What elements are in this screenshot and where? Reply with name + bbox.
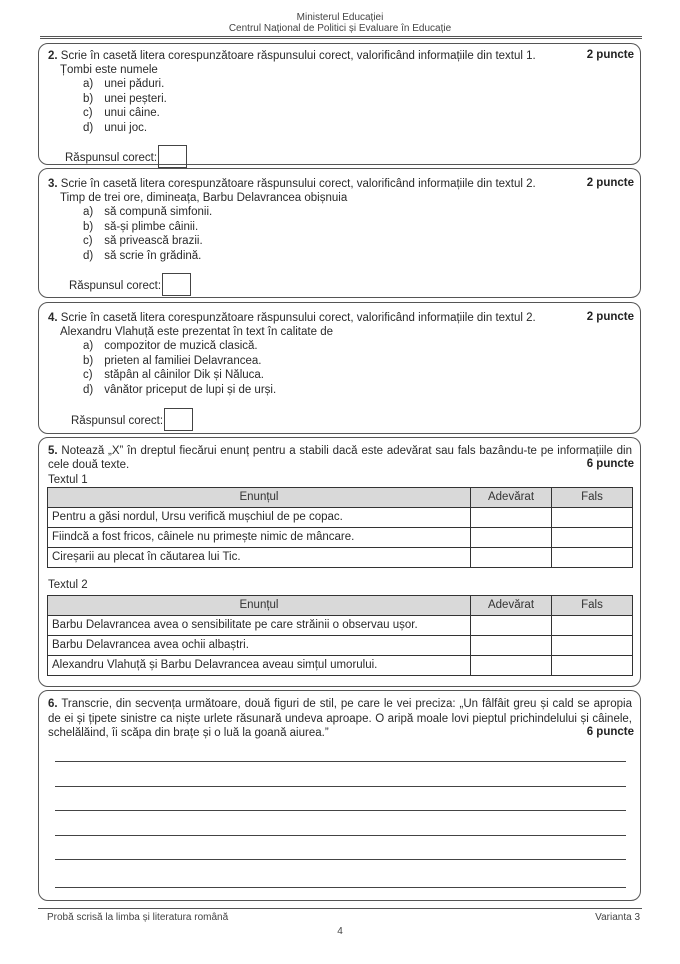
text1-table [47, 487, 633, 568]
option-c: c) stăpân al câinilor Dik și Năluca. [83, 369, 264, 381]
answer-row [65, 145, 187, 168]
column-header-true: Adevărat [471, 488, 552, 508]
option-d: d) să scrie în grădină. [83, 249, 202, 262]
points-label: 6 puncte [586, 458, 634, 470]
points-label: 2 puncte [586, 49, 634, 61]
question-number: 3. [48, 178, 58, 190]
footer-variant: Varianta 3 [595, 912, 640, 923]
footer-exam-title: Probă scrisă la limba și literatura română [47, 912, 229, 923]
false-cell[interactable] [552, 508, 633, 528]
table-row [48, 616, 633, 636]
question-instruction: Scrie în casetă litera corespunzătoare răspunsului corect, valorificând informațiile din textul 2. [60, 312, 536, 324]
table-row [48, 528, 633, 548]
answer-box[interactable] [162, 273, 191, 296]
answer-label: Răspunsul corect: [69, 280, 162, 292]
question-number: 4. [48, 312, 58, 324]
answer-box[interactable] [164, 408, 193, 431]
question-3-header [48, 177, 632, 191]
true-cell[interactable] [471, 636, 552, 656]
answer-label: Răspunsul corect: [65, 152, 158, 164]
footer-divider [38, 908, 642, 909]
answer-line[interactable] [55, 810, 626, 811]
statement-cell: Fiindcă a fost fricos, câinele nu primește nimic de mâncare. [48, 528, 471, 548]
statement-cell: Alexandru Vlahuță și Barbu Delavrancea aveau simțul umorului. [48, 656, 471, 676]
question-2-header [48, 49, 632, 63]
option-b: b) să-și plimbe câinii. [83, 220, 199, 233]
question-instruction: Transcrie, din secvența următoare, două figuri de stil, pe care le vei preciza: „Un fâlfâit greu și cald se apropia de ei și țipete sinistre ca niște urlete răsunară undeva aproape. O aripă moale lovi pieptul prichindelului și câinele, schelălăind, îi scăpa din brațe și o luă la goană aiurea.” [48, 698, 632, 739]
answer-box[interactable] [158, 145, 187, 168]
column-header-statement: Enunțul [48, 596, 471, 616]
question-stem: Timp de trei ore, dimineața, Barbu Delavrancea obișnuia [60, 192, 348, 204]
center-name: Centrul Național de Politici și Evaluare în Educație [228, 23, 452, 34]
column-header-true: Adevărat [471, 596, 552, 616]
true-cell[interactable] [471, 528, 552, 548]
question-instruction: Notează „X” în dreptul fiecărui enunț pentru a stabili dacă este adevărat sau fals bazându-te pe informațiile din cele două texte. [48, 445, 633, 471]
question-5-header [48, 444, 632, 472]
false-cell[interactable] [552, 616, 633, 636]
table-row [48, 508, 633, 528]
statement-cell: Cireșarii au plecat în căutarea lui Tic. [48, 548, 471, 568]
question-stem: Țombi este numele [60, 64, 158, 76]
false-cell[interactable] [552, 636, 633, 656]
answer-line[interactable] [55, 761, 626, 762]
table-row [48, 548, 633, 568]
options-list [83, 77, 167, 135]
false-cell[interactable] [552, 656, 633, 676]
table-header-row [48, 488, 633, 508]
ministry-name: Ministerul Educației [296, 12, 384, 23]
answer-line[interactable] [55, 887, 626, 888]
option-a: a) unei păduri. [83, 78, 165, 90]
answer-line[interactable] [55, 859, 626, 860]
true-cell[interactable] [471, 656, 552, 676]
question-number: 5. [48, 445, 58, 457]
points-label: 2 puncte [586, 311, 634, 323]
answer-line[interactable] [55, 786, 626, 787]
option-d: d) vânător priceput de lupi și de urși. [83, 383, 277, 396]
false-cell[interactable] [552, 528, 633, 548]
option-b: b) unei peșteri. [83, 92, 167, 105]
page-header [0, 12, 680, 34]
options-list [83, 339, 276, 397]
question-2-box [38, 43, 641, 165]
page-number: 4 [337, 926, 343, 937]
points-label: 6 puncte [581, 726, 634, 738]
answer-row [71, 408, 193, 431]
table-row [48, 636, 633, 656]
answer-label: Răspunsul corect: [71, 415, 164, 427]
statement-cell: Barbu Delavrancea avea ochii albaștri. [48, 636, 471, 656]
true-cell[interactable] [471, 548, 552, 568]
table-header-row [48, 596, 633, 616]
statement-cell: Barbu Delavrancea avea o sensibilitate pe care străinii o observau ușor. [48, 616, 471, 636]
answer-row [69, 273, 191, 296]
question-stem: Alexandru Vlahuță este prezentat în text în calitate de [60, 326, 333, 338]
options-list [83, 205, 212, 263]
true-cell[interactable] [471, 508, 552, 528]
column-header-false: Fals [552, 488, 633, 508]
column-header-statement: Enunțul [48, 488, 471, 508]
text2-table [47, 595, 633, 676]
column-header-false: Fals [552, 596, 633, 616]
answer-line[interactable] [55, 835, 626, 836]
question-number: 6. [48, 698, 58, 710]
statement-cell: Pentru a găsi nordul, Ursu verifică mușchiul de pe copac. [48, 508, 471, 528]
option-c: c) unui câine. [83, 107, 160, 119]
question-6-box [38, 690, 641, 901]
option-c: c) să privească brazii. [83, 235, 203, 247]
false-cell[interactable] [552, 548, 633, 568]
question-4-box [38, 302, 641, 434]
question-instruction: Scrie în casetă litera corespunzătoare răspunsului corect, valorificând informațiile din textul 2. [60, 178, 536, 190]
question-3-box [38, 168, 641, 298]
option-d: d) unui joc. [83, 121, 148, 134]
header-divider [40, 36, 642, 39]
question-6-header [48, 697, 632, 741]
option-a: a) compozitor de muzică clasică. [83, 340, 258, 352]
text1-label: Textul 1 [48, 474, 88, 486]
option-b: b) prieten al familiei Delavrancea. [83, 354, 262, 367]
table-row [48, 656, 633, 676]
points-label: 2 puncte [586, 177, 634, 189]
question-5-box [38, 437, 641, 687]
question-number: 2. [48, 50, 58, 62]
option-a: a) să compună simfonii. [83, 206, 213, 218]
question-4-header [48, 311, 632, 325]
text2-label: Textul 2 [48, 579, 88, 591]
true-cell[interactable] [471, 616, 552, 636]
question-instruction: Scrie în casetă litera corespunzătoare răspunsului corect, valorificând informațiile din textul 1. [60, 50, 536, 62]
